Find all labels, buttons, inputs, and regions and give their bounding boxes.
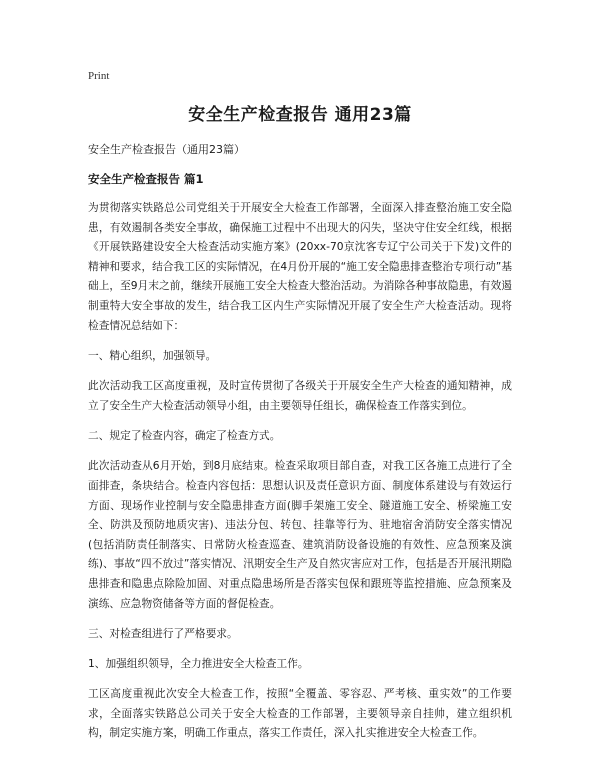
document-subtitle: 安全生产检查报告（通用23篇）: [88, 143, 245, 156]
point-one-heading: 一、精心组织，加强领导。: [88, 349, 217, 363]
sub-point-one-heading: 1、加强组织领导，全力推进安全大检查工作。: [88, 657, 309, 671]
document-title: 安全生产检查报告 通用23篇: [188, 105, 412, 125]
section-heading: 安全生产检查报告 篇1: [88, 172, 204, 186]
sub-point-one-paragraph: 工区高度重视此次安全大检查工作，按照“全覆盖、零容忍、严考核、重实效”的工作要求，全面落实铁路总公司关于安全大检查的工作部署，主要领导亲自挂帅，建立组织机构，制定实施方案，明确工作重点，落实工作责任，深入扎实推进安全大检查工作。: [88, 687, 512, 740]
intro-paragraph: 为贯彻落实铁路总公司党组关于开展安全大检查工作部署，全面深入排查整治施工安全隐患，有效遏制各类安全事故，确保施工过程中不出现大的闪失，坚决守住安全红线，根据《开展铁路建设安全大检查活动实施方案》(20xx-70京沈客专辽宁公司关于下发)文件的精神和要求，结合我工区的实际情况，在4月份开展的“施工安全隐患排查整治专项行动”基础上，至9月末之前，继续开展施工安全大检查大整治活动。为消除各种事故隐患，有效遏制重特大安全事故的发生，结合我工区内生产实际情况开展了安全生产大检查活动。现将检查情况总结如下：: [88, 201, 513, 332]
point-three-heading: 三、对检查组进行了严格要求。: [88, 627, 238, 641]
point-two-paragraph: 此次活动查从6月开始，到8月底结束。检查采取项目部自查，对我工区各施工点进行了全面排查，条块结合。检查内容包括：思想认识及责任意识方面、制度体系建设与有效运行方面、现场作业控制与安全隐患排查方面(脚手架施工安全、隧道施工安全、桥梁施工安全、防洪及预防地质灾害)、违法分包、转包、挂靠等行为、驻地宿舍消防安全落实情况(包括消防责任制落实、日常防火检查巡查、建筑消防设备设施的有效性、应急预案及演练)、事故“四不放过”落实情况、汛期安全生产及自然灾害应对工作，包括是否开展汛期隐患排查和隐患点除险加固、对重点隐患场所是否落实包保和跟班等监控措施、应急预案及演练、应急物资储备等方面的督促检查。: [88, 459, 512, 610]
point-one-paragraph: 此次活动我工区高度重视，及时宣传贯彻了各级关于开展安全生产大检查的通知精神，成立了安全生产大检查活动领导小组，由主要领导任组长，确保检查工作落实到位。: [88, 379, 512, 412]
print-label: Print: [88, 70, 110, 82]
point-two-heading: 二、规定了检查内容，确定了检查方式。: [88, 429, 281, 443]
